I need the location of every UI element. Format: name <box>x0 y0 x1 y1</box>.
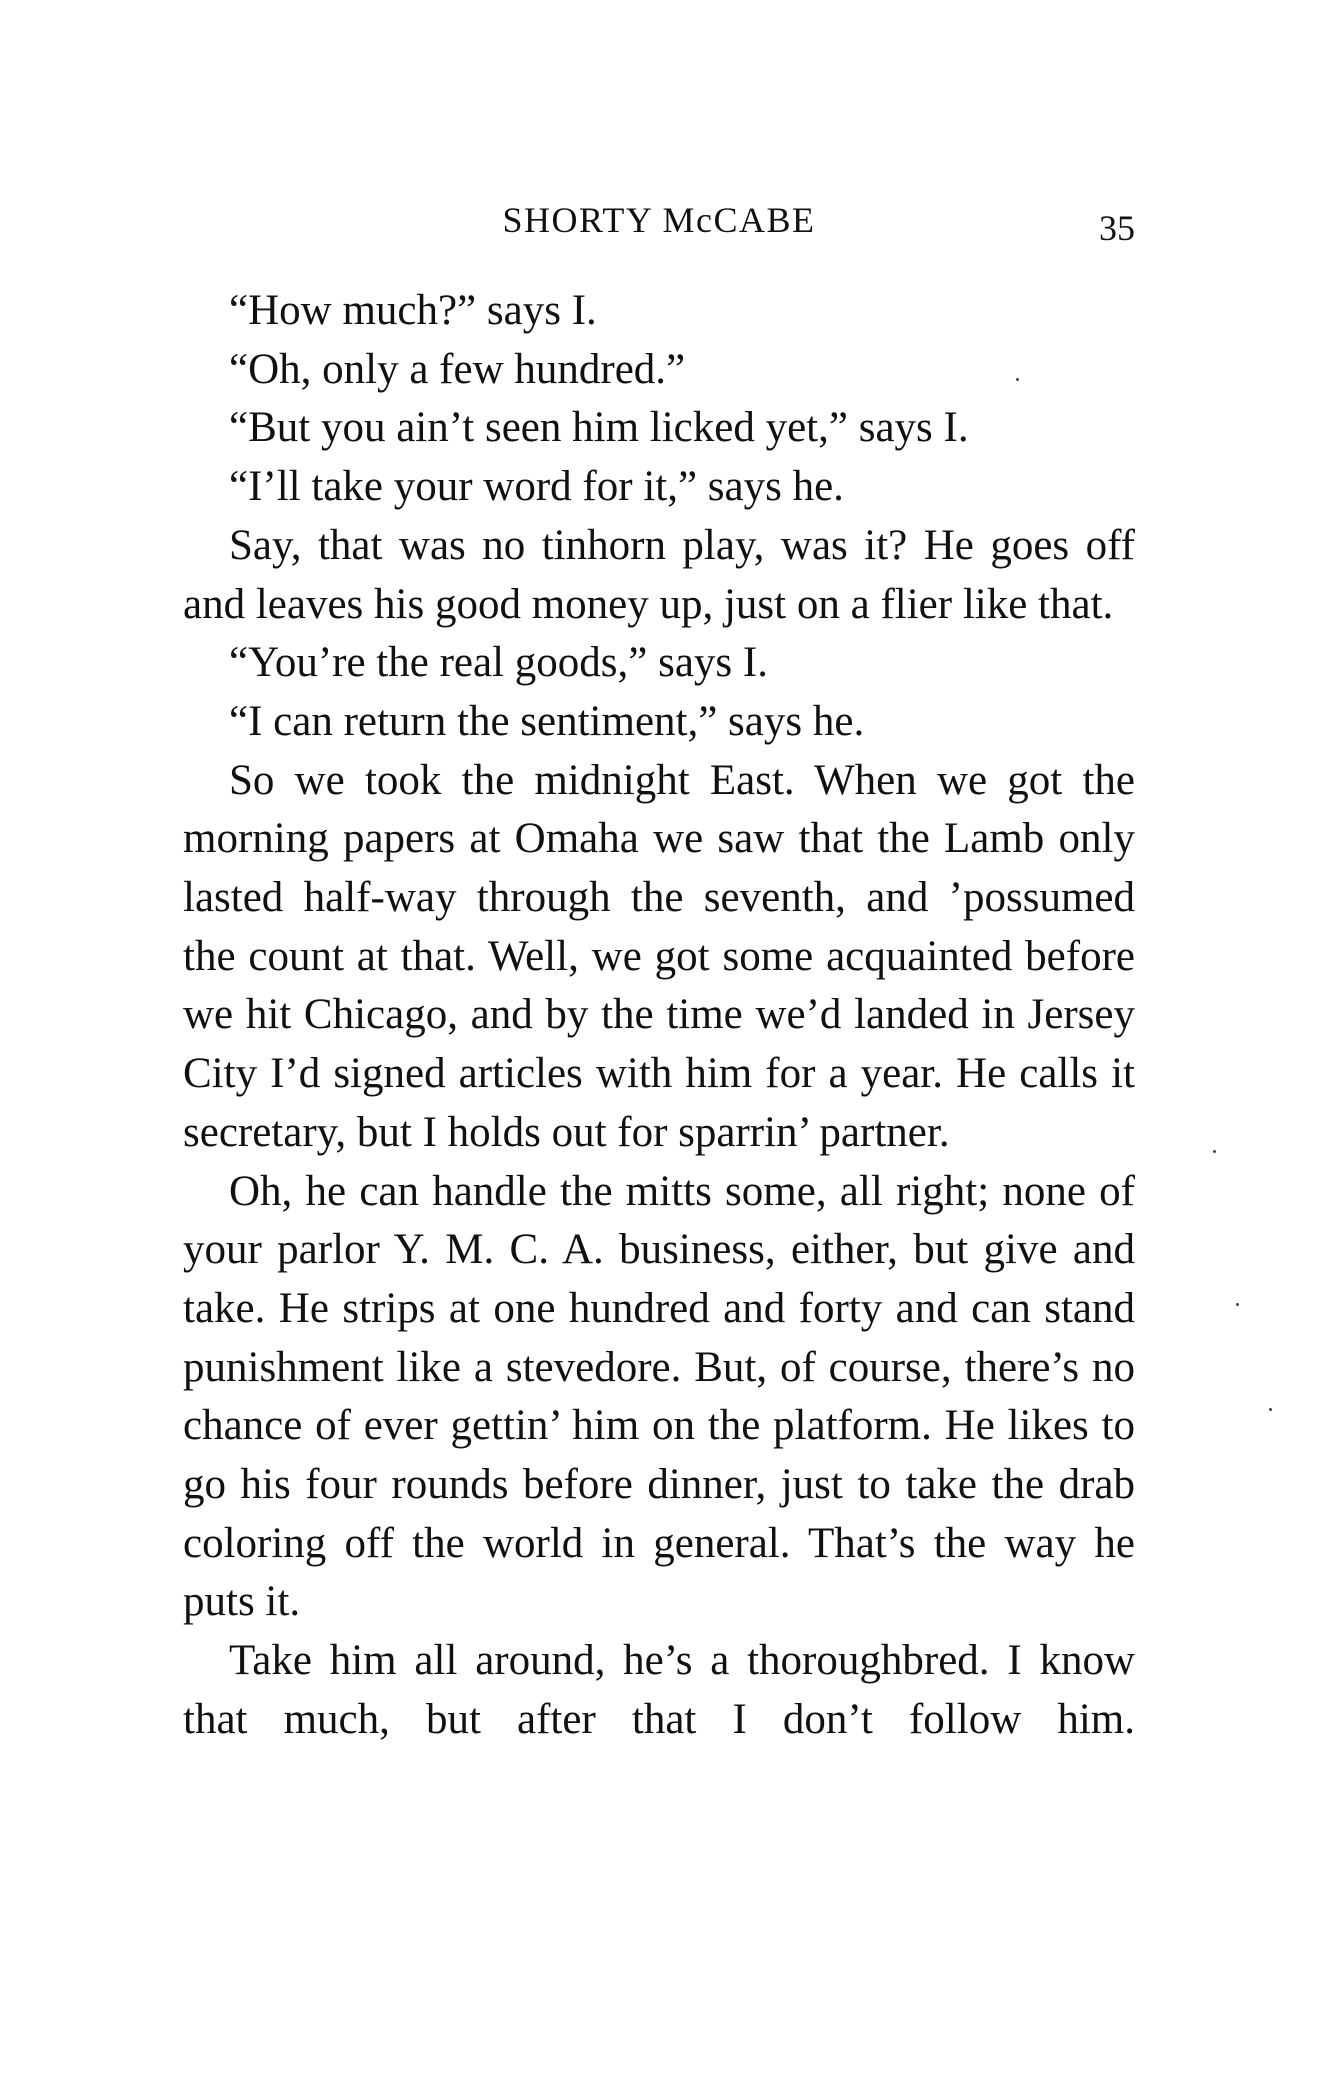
paragraph: Say, that was no tinhorn play, was it? He goes off and leaves his good money up, just on a flier like that. <box>183 521 1135 628</box>
scan-speck <box>1269 1408 1272 1411</box>
scan-speck <box>1213 1150 1216 1153</box>
running-title: SHORTY McCABE <box>502 200 816 240</box>
running-head <box>183 198 1135 250</box>
scan-speck <box>1016 378 1019 381</box>
paragraph: “I can return the sentiment,” says he. <box>229 697 865 745</box>
paragraph: “Oh, only a few hundred.” <box>229 345 686 393</box>
scan-speck <box>1236 1303 1239 1306</box>
paragraph: Take him all around, he’s a thoroughbred. I know that much, but after that I don’t follow him. <box>183 1637 1135 1743</box>
paragraph: “But you ain’t seen him licked yet,” says I. <box>229 404 969 452</box>
paragraph: “I’ll take your word for it,” says he. <box>229 463 844 511</box>
paragraph: “You’re the real goods,” says I. <box>229 639 768 687</box>
paragraph: So we took the midnight East. When we got the morning papers at Omaha we saw that the Lamb only lasted half-way through the seventh, and ’possumed the count at that. Well, we got some acquainted before we hit Chicago, and by the time we’d landed in Jersey City I’d signed articles with him for a year. He calls it secretary, but I holds out for sparrin’ partner. <box>183 756 1135 1156</box>
page-number: 35 <box>1099 208 1135 248</box>
paragraph: Oh, he can handle the mitts some, all right; none of your parlor Y. M. C. A. business, either, but give and take. He strips at one hundred and forty and can stand punishment like a stevedore. But, of course, there’s no chance of ever gettin’ him on the platform. He likes to go his four rounds before dinner, just to take the drab coloring off the world in general. That’s the way he puts it. <box>183 1167 1135 1626</box>
paragraph: “How much?” says I. <box>229 287 597 334</box>
body-text <box>183 282 1135 1750</box>
